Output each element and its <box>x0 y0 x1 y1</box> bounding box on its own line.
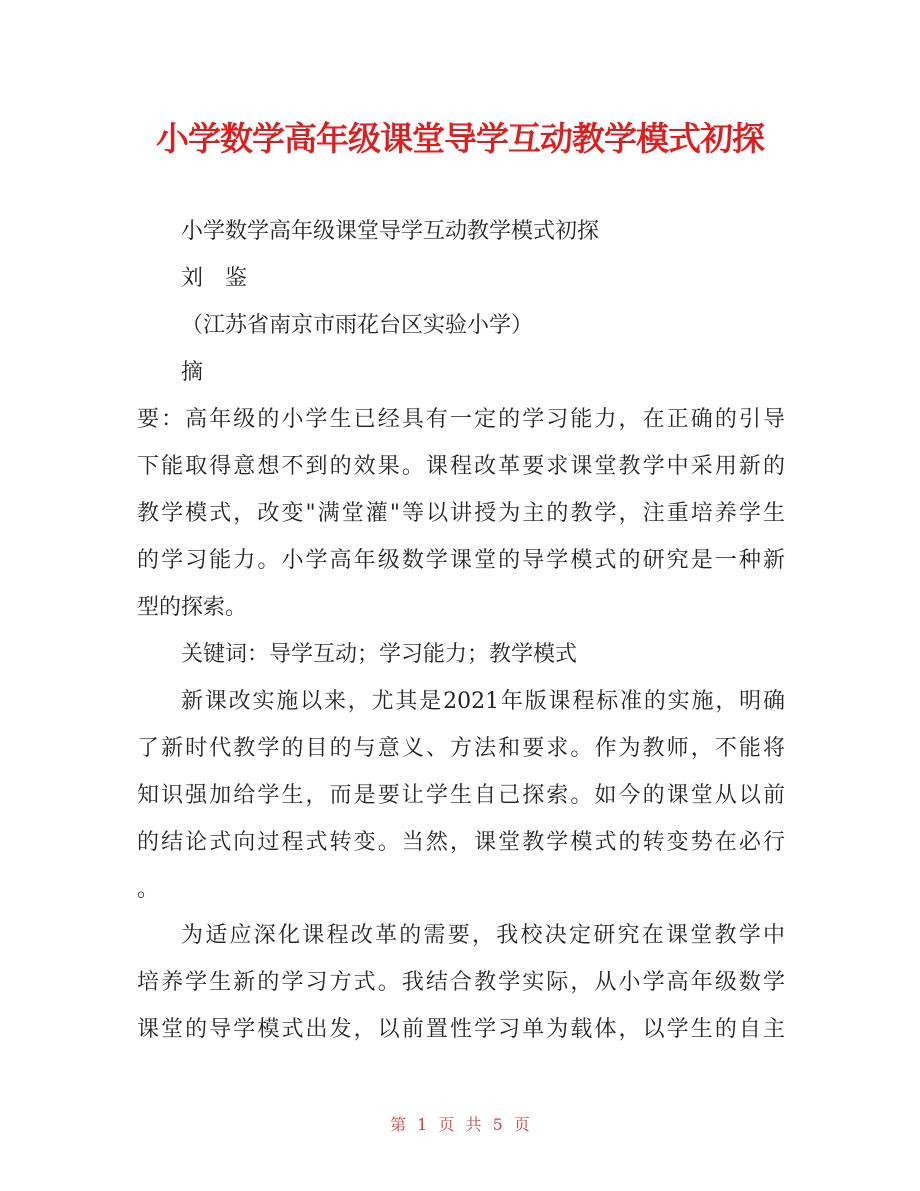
author-name: 刘鉴 <box>181 266 270 291</box>
paragraph-line: 课堂的导学模式出发，以前置性学习单为载体，以学生的自主 <box>137 1017 785 1042</box>
paragraph-line: 了新时代教学的目的与意义、方法和要求。作为教师，不能将 <box>137 736 785 761</box>
paragraph-line: 培养学生新的学习方式。我结合教学实际，从小学高年级数学 <box>137 970 785 995</box>
paragraph-1 <box>137 678 785 913</box>
paragraph-line: 的结论式向过程式转变。当然，课堂教学模式的转变势在必行 <box>137 830 785 855</box>
paragraph-2 <box>137 912 785 1053</box>
page-footer: 第 1 页 共 5 页 <box>390 1115 530 1134</box>
header-block <box>137 208 785 396</box>
abstract-line: 教学模式，改变"满堂灌"等以讲授为主的教学，注重培养学生 <box>137 501 785 526</box>
abstract-label: 摘 <box>181 360 204 385</box>
paragraph-line: 为适应深化课程改革的需要，我校决定研究在课堂教学中 <box>181 923 785 948</box>
keywords: 关键词：导学互动；学习能力；教学模式 <box>181 642 578 667</box>
document-title: 小学数学高年级课堂导学互动教学模式初探 <box>156 119 764 158</box>
paragraph-line: 新课改实施以来，尤其是2021年版课程标准的实施，明确 <box>181 689 785 714</box>
affiliation: （江苏省南京市雨花台区实验小学） <box>181 313 534 338</box>
abstract-line: 的学习能力。小学高年级数学课堂的导学模式的研究是一种新 <box>137 548 785 573</box>
abstract-line: 要：高年级的小学生已经具有一定的学习能力，在正确的引导 <box>137 407 785 432</box>
abstract-line: 下能取得意想不到的效果。课程改革要求课堂教学中采用新的 <box>137 454 785 479</box>
abstract-paragraph <box>137 396 785 678</box>
subtitle: 小学数学高年级课堂导学互动教学模式初探 <box>181 219 600 244</box>
paragraph-line: 知识强加给学生，而是要让学生自己探索。如今的课堂从以前 <box>137 783 785 808</box>
abstract-line: 型的探索。 <box>137 595 248 620</box>
paragraph-line: 。 <box>137 877 160 902</box>
